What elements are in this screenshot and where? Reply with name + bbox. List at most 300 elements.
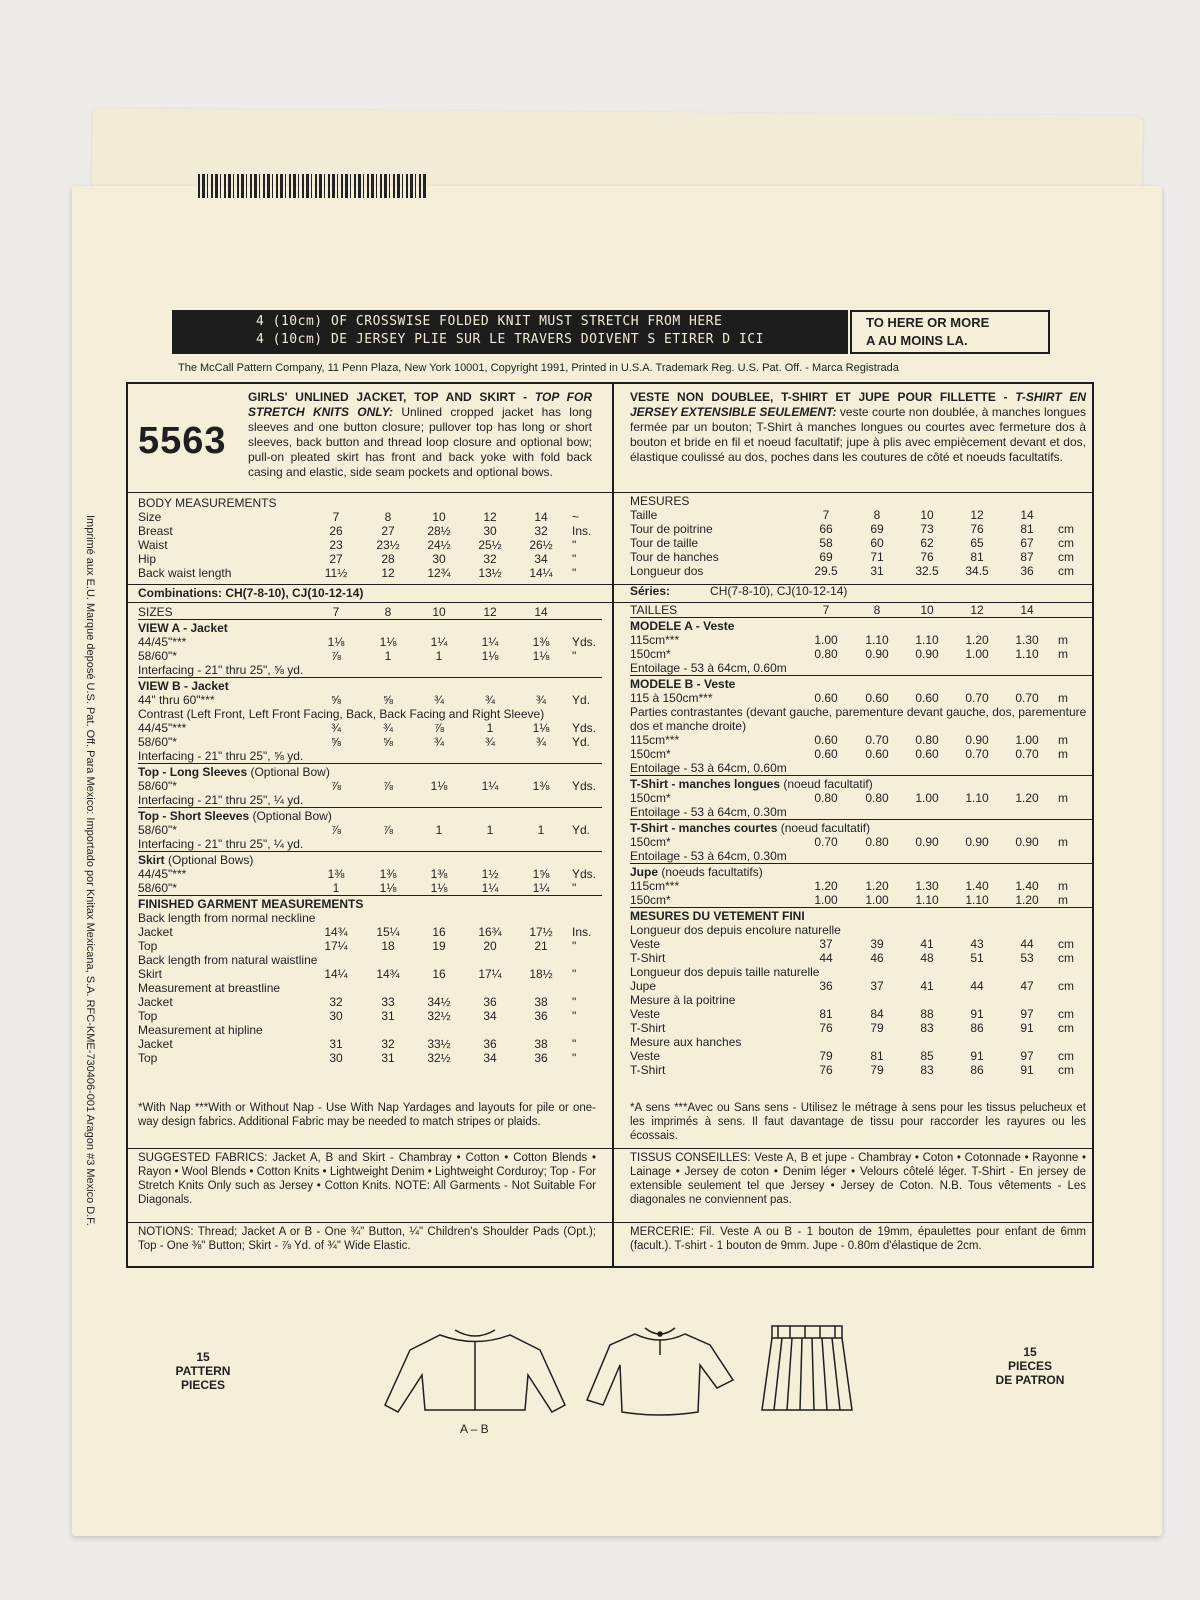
table-cell: 73 [920, 522, 934, 536]
table-row [138, 939, 602, 953]
table-row: Entoilage - 53 à 64cm, 0.30m [630, 805, 787, 819]
table-cell: 1 [384, 649, 392, 663]
table-cell: 32 [329, 995, 343, 1009]
table-cell: 14¾ [376, 967, 400, 981]
table-cell: ¾ [433, 693, 444, 707]
fr-body-title: MESURES [630, 494, 690, 508]
table-cell: Veste [630, 1049, 661, 1063]
table-row: Measurement at hipline [138, 1023, 263, 1037]
en-description [248, 390, 592, 480]
table-cell: 97 [1020, 1007, 1034, 1021]
table-row [630, 937, 1092, 951]
table-cell: Ins. [572, 524, 592, 538]
table-cell: 27 [381, 524, 395, 538]
table-row [138, 735, 602, 749]
table-cell: 0.60 [915, 691, 939, 705]
table-cell: 115cm*** [630, 633, 680, 647]
table-row: Interfacing - 21" thru 25", ⅝ yd. [138, 663, 304, 677]
table-cell: 37 [870, 979, 884, 993]
table-cell: 34 [483, 1009, 497, 1023]
top-short-title: Top - Short Sleeves (Optional Bow) [138, 809, 332, 823]
table-cell: 12 [970, 603, 984, 617]
table-cell: ⅝ [382, 693, 393, 707]
top-long-title: T-Shirt - manches longues (noeud facultatif) [630, 777, 873, 791]
table-cell: cm [1058, 1021, 1074, 1035]
table-cell: 1⅛ [532, 721, 550, 735]
table-row [138, 649, 602, 663]
table-cell: Yd. [572, 735, 591, 749]
divider [126, 492, 1094, 493]
table-cell: m [1058, 879, 1068, 893]
table-cell: 53 [1020, 951, 1034, 965]
table-cell: 34 [483, 1051, 497, 1065]
table-cell: ¾ [382, 721, 393, 735]
view-label: A – B [460, 1422, 489, 1436]
table-row [138, 552, 602, 566]
table-cell: 44 [1020, 937, 1034, 951]
top-illustration [585, 1320, 735, 1425]
en-combinations: Combinations: CH(7-8-10), CJ(10-12-14) [138, 586, 364, 600]
table-cell: ⅝ [330, 735, 341, 749]
table-cell: ⅞ [330, 779, 341, 793]
table-cell: Yd. [572, 823, 591, 837]
en-title-italic: TOP FOR STRETCH KNITS ONLY: [248, 390, 593, 419]
table-cell: 48 [920, 951, 934, 965]
en-notions: NOTIONS: Thread; Jacket A or B - One ¾" Button, ¼" Children's Shoulder Pads (Opt.); Top - One ⅜" Button; Skirt - ⅞ Yd. of ¾" Wide Elastic. [138, 1226, 596, 1252]
table-row [138, 1051, 602, 1065]
table-cell: 115cm*** [630, 879, 680, 893]
table-cell: ⅞ [382, 823, 393, 837]
table-cell: 31 [381, 1009, 395, 1023]
table-cell: 0.90 [915, 835, 939, 849]
table-cell: 8 [873, 603, 881, 617]
table-row [630, 564, 1092, 578]
table-cell: " [572, 566, 577, 580]
table-cell: 32 [534, 524, 548, 538]
table-cell: 91 [970, 1007, 984, 1021]
table-cell: 0.80 [865, 791, 889, 805]
table-row [630, 1021, 1092, 1035]
table-cell: 12 [483, 510, 497, 524]
table-cell: 150cm* [630, 647, 671, 661]
top-long-title: Top - Long Sleeves (Optional Bow) [138, 765, 330, 779]
table-cell: 44/45"*** [138, 721, 187, 735]
side-print-text: Imprimé aux E.U. Marque deposé U.S. Pat. Off. Para Mexico: Importado por Knitax Mexicana, S.A. RFC-KME-730406-001 Aragon #3 Mexico D.F. [84, 515, 96, 1226]
table-cell: cm [1058, 550, 1074, 564]
table-cell: 31 [870, 564, 884, 578]
view-a-title: MODELE A - Veste [630, 619, 735, 633]
table-cell: 1⅛ [532, 649, 550, 663]
table-cell: 28 [381, 552, 395, 566]
fr-desc-text: veste courte non doublée, à manches longues fermée par un bouton; T-Shirt à manches longues ou courtes avec fermeture dos à bouton et bride en fil et noeud facultatif; jupe à plis avec empiècement devant et dos, élastique coulissé au dos, poches dans les coutures de côté et noeuds facultatifs. [630, 405, 1086, 464]
table-cell: 31 [381, 1051, 395, 1065]
table-cell: 76 [819, 1021, 833, 1035]
table-cell: 0.60 [814, 691, 838, 705]
view-b-title: VIEW B - Jacket [138, 679, 229, 693]
table-cell: 0.60 [865, 747, 889, 761]
table-cell: 1.40 [1015, 879, 1039, 893]
table-cell: 44" thru 60"*** [138, 693, 215, 707]
table-cell: 0.60 [865, 691, 889, 705]
table-cell: Yds. [572, 779, 597, 793]
table-cell: 14¼ [529, 566, 553, 580]
table-cell: 44/45"*** [138, 635, 187, 649]
stretch-target-box [850, 310, 1050, 354]
stretch-line-en: 4 (10cm) OF CROSSWISE FOLDED KNIT MUST STRETCH FROM HERE [256, 314, 723, 329]
table-cell: Top [138, 1009, 158, 1023]
table-row [630, 979, 1092, 993]
table-cell: 1⅜ [532, 635, 550, 649]
table-cell: 81 [819, 1007, 833, 1021]
table-cell: 0.90 [965, 835, 989, 849]
table-cell: 76 [970, 522, 984, 536]
table-cell: 18½ [529, 967, 553, 981]
table-cell: Top [138, 1051, 158, 1065]
table-row [630, 879, 1092, 893]
table-row: Interfacing - 21" thru 25", ¼ yd. [138, 793, 304, 807]
en-title: GIRLS' UNLINED JACKET, TOP AND SKIRT - [248, 390, 535, 404]
table-cell: m [1058, 691, 1068, 705]
table-cell: Hip [138, 552, 157, 566]
table-row [630, 1049, 1092, 1063]
table-cell: 17¼ [324, 939, 348, 953]
table-cell: 91 [1020, 1063, 1034, 1077]
table-cell: Waist [138, 538, 168, 552]
table-cell: 46 [870, 951, 884, 965]
table-cell: Yds. [572, 721, 597, 735]
table-cell: 44/45"*** [138, 867, 187, 881]
table-cell: cm [1058, 1049, 1074, 1063]
table-cell: 13½ [478, 566, 502, 580]
en-body-title: BODY MEASUREMENTS [138, 496, 277, 510]
table-cell: 0.60 [814, 733, 838, 747]
table-cell: cm [1058, 536, 1074, 550]
table-cell: cm [1058, 1007, 1074, 1021]
table-cell: " [572, 995, 577, 1009]
table-cell: 81 [870, 1049, 884, 1063]
table-cell: 0.80 [814, 647, 838, 661]
table-row [630, 508, 1092, 522]
table-cell: 39 [870, 937, 884, 951]
fr-nap-note: *A sens ***Avec ou Sans sens - Utilisez le métrage à sens pour les tissus pelucheux et les imprimés à sens. Il faut davantage de tissu pour raccorder les rayures ou les écossais. [630, 1102, 1086, 1142]
table-cell: Longueur dos [630, 564, 704, 578]
table-cell: 16 [432, 967, 446, 981]
table-cell: cm [1058, 951, 1074, 965]
table-cell: 8 [384, 605, 392, 619]
table-cell: 14¼ [324, 967, 348, 981]
table-cell: 36 [483, 1037, 497, 1051]
table-cell: 115 à 150cm*** [630, 691, 713, 705]
table-row: Parties contrastantes (devant gauche, parementure devant gauche, dos, parementure dos et manche droite) [630, 705, 1087, 733]
table-cell: Tour de poitrine [630, 522, 713, 536]
table-cell: 7 [822, 508, 830, 522]
table-row [138, 925, 602, 939]
table-cell: 1¼ [481, 779, 499, 793]
table-cell: 0.70 [1015, 747, 1039, 761]
stretch-line-fr: 4 (10cm) DE JERSEY PLIE SUR LE TRAVERS DOIVENT S ETIRER D ICI [256, 332, 764, 347]
table-cell: m [1058, 835, 1068, 849]
sizes-row [138, 605, 602, 620]
table-cell: 0.70 [965, 691, 989, 705]
table-cell: 76 [819, 1063, 833, 1077]
table-cell: 12 [381, 566, 395, 580]
top-short-title: T-Shirt - manches courtes (noeud facultatif) [630, 821, 871, 835]
table-cell: 79 [870, 1021, 884, 1035]
fr-title-italic: T-SHIRT EN JERSEY EXTENSIBLE SEULEMENT: [630, 390, 1087, 419]
table-cell: " [572, 939, 577, 953]
en-desc-text: Unlined cropped jacket has long sleeves and one button closure; pullover top has long or short sleeves, back button and thread loop closure and optional bow; pull-on pleated skirt has front and back yoke with fold back casing and elastic, side seam pockets and optional bows. [248, 405, 592, 479]
table-row: Mesure aux hanches [630, 1035, 742, 1049]
table-row [138, 967, 602, 981]
table-row [630, 733, 1092, 747]
table-cell: Tour de taille [630, 536, 699, 550]
table-row [630, 522, 1092, 536]
table-row [630, 893, 1092, 908]
table-cell: 1.20 [1015, 893, 1039, 907]
table-cell: 19 [432, 939, 446, 953]
table-row [630, 835, 1092, 849]
table-cell: 14¾ [324, 925, 348, 939]
table-cell: 62 [920, 536, 934, 550]
table-row [138, 779, 602, 793]
table-cell: TAILLES [630, 603, 678, 617]
table-cell: Veste [630, 937, 661, 951]
pattern-pieces-en: 15 PATTERN PIECES [175, 1350, 231, 1392]
table-cell: Back waist length [138, 566, 232, 580]
table-cell: 150cm* [630, 791, 671, 805]
table-row [138, 510, 602, 524]
table-cell: Tour de hanches [630, 550, 719, 564]
en-yardage-table [138, 605, 602, 1065]
table-row [630, 791, 1092, 805]
table-cell: 14 [534, 605, 548, 619]
table-cell: 1.20 [814, 879, 838, 893]
table-cell: 28½ [427, 524, 451, 538]
table-cell: 30 [329, 1051, 343, 1065]
table-cell: 58/60"* [138, 649, 177, 663]
table-cell: 71 [870, 550, 884, 564]
table-cell: 30 [329, 1009, 343, 1023]
table-cell: 1⅛ [430, 881, 448, 895]
table-cell: 0.60 [915, 747, 939, 761]
table-cell: 1 [486, 721, 494, 735]
table-cell: Breast [138, 524, 173, 538]
table-cell: 0.80 [865, 835, 889, 849]
table-cell: 43 [970, 937, 984, 951]
table-cell: 36 [483, 995, 497, 1009]
table-cell: 11½ [324, 566, 348, 580]
table-cell: 36 [534, 1009, 548, 1023]
table-cell: 16¾ [478, 925, 502, 939]
table-cell: 58/60"* [138, 881, 177, 895]
table-cell: " [572, 881, 577, 895]
table-cell: 1.10 [1015, 647, 1039, 661]
table-cell: 97 [1020, 1049, 1034, 1063]
fr-body-table [630, 508, 1092, 578]
table-cell: 67 [1020, 536, 1034, 550]
en-body-table [138, 510, 602, 580]
divider [126, 584, 1094, 585]
fr-description [630, 390, 1086, 465]
table-cell: 32.5 [915, 564, 939, 578]
table-cell: Jacket [138, 1037, 173, 1051]
table-cell: 1.40 [965, 879, 989, 893]
table-cell: 17½ [529, 925, 553, 939]
table-cell: 1.20 [965, 633, 989, 647]
table-cell: 1.00 [814, 633, 838, 647]
table-cell: 86 [970, 1063, 984, 1077]
table-row [138, 1037, 602, 1051]
table-cell: 27 [329, 552, 343, 566]
table-cell: 69 [870, 522, 884, 536]
table-cell: 1.10 [965, 893, 989, 907]
table-cell: cm [1058, 522, 1074, 536]
table-cell: 47 [1020, 979, 1034, 993]
table-cell: 1⅜ [532, 779, 550, 793]
table-cell: ¾ [330, 721, 341, 735]
table-cell: 12 [970, 508, 984, 522]
pattern-pieces-fr: 15 PIECES DE PATRON [995, 1345, 1065, 1387]
table-cell: cm [1058, 1063, 1074, 1077]
skirt-title: Jupe (noeuds facultatifs) [630, 865, 763, 879]
table-row [138, 538, 602, 552]
table-cell: 150cm* [630, 893, 671, 907]
table-cell: 18 [381, 939, 395, 953]
table-cell: 1.20 [865, 879, 889, 893]
table-cell: 51 [970, 951, 984, 965]
table-cell: 1¼ [481, 881, 499, 895]
table-cell: 58 [819, 536, 833, 550]
table-cell: 0.60 [814, 747, 838, 761]
table-cell: 21 [534, 939, 548, 953]
table-cell: 0.90 [915, 647, 939, 661]
table-cell: 81 [970, 550, 984, 564]
fr-title: VESTE NON DOUBLEE, T-SHIRT ET JUPE POUR FILLETTE - [630, 390, 1016, 404]
fr-notions: MERCERIE: Fil. Veste A ou B - 1 bouton de 19mm, épaulettes pour enfant de 6mm (facult.). T-shirt - 1 bouton de 9mm. Jupe - 0.80m d'élastique de 2cm. [630, 1226, 1086, 1252]
table-cell: 86 [970, 1021, 984, 1035]
table-cell: 76 [920, 550, 934, 564]
table-cell: 33 [381, 995, 395, 1009]
table-cell: SIZES [138, 605, 173, 619]
table-cell: 83 [920, 1063, 934, 1077]
table-cell: 1½ [481, 867, 499, 881]
table-cell: ⅞ [382, 779, 393, 793]
table-cell: 58/60"* [138, 823, 177, 837]
table-row: Longueur dos depuis encolure naturelle [630, 923, 841, 937]
table-row [138, 524, 602, 538]
barcode [198, 174, 428, 198]
table-cell: 36 [1020, 564, 1034, 578]
stretch-gauge-bar [172, 310, 848, 354]
table-cell: 1 [486, 823, 494, 837]
table-cell: 23½ [376, 538, 400, 552]
table-cell: 0.80 [915, 733, 939, 747]
table-cell: 1 [332, 881, 340, 895]
table-row [138, 635, 602, 649]
table-cell: 7 [332, 510, 340, 524]
table-cell: 41 [920, 979, 934, 993]
table-cell: " [572, 1051, 577, 1065]
table-row [630, 633, 1092, 647]
table-cell: 1¼ [532, 881, 550, 895]
table-cell: 8 [384, 510, 392, 524]
table-cell: 150cm* [630, 835, 671, 849]
table-cell: 25½ [478, 538, 502, 552]
table-row: Interfacing - 21" thru 25", ¼ yd. [138, 837, 304, 851]
table-cell: ~ [572, 510, 580, 524]
table-row [630, 747, 1092, 761]
table-row: Longueur dos depuis taille naturelle [630, 965, 820, 979]
table-cell: ⅞ [330, 649, 341, 663]
table-cell: 81 [1020, 522, 1034, 536]
table-cell: 58/60"* [138, 779, 177, 793]
table-cell: 14 [1020, 508, 1034, 522]
table-cell: 1.10 [965, 791, 989, 805]
table-cell: 1⅛ [327, 635, 345, 649]
table-cell: 26½ [529, 538, 553, 552]
table-row [630, 691, 1092, 705]
table-cell: ¾ [535, 735, 546, 749]
table-cell: 30 [483, 524, 497, 538]
table-row [630, 951, 1092, 965]
table-cell: 32½ [427, 1009, 451, 1023]
table-cell: 10 [432, 510, 446, 524]
pattern-number: 5563 [138, 420, 227, 462]
table-cell: Skirt [138, 967, 162, 981]
table-cell: cm [1058, 979, 1074, 993]
table-cell: 32 [483, 552, 497, 566]
table-row: Entoilage - 53 à 64cm, 0.30m [630, 849, 787, 863]
table-cell: 1⅛ [379, 881, 397, 895]
table-cell: m [1058, 893, 1068, 907]
table-cell: 0.70 [814, 835, 838, 849]
table-row [630, 1007, 1092, 1021]
table-cell: 33½ [427, 1037, 451, 1051]
table-row [138, 721, 602, 735]
table-cell: 0.90 [865, 647, 889, 661]
table-cell: ¾ [484, 735, 495, 749]
table-cell: 88 [920, 1007, 934, 1021]
table-row: Back length from natural waistline [138, 953, 318, 967]
table-cell: 7 [332, 605, 340, 619]
table-cell: 1 [537, 823, 545, 837]
table-cell: m [1058, 791, 1068, 805]
table-cell: 1⅛ [379, 635, 397, 649]
table-row [138, 823, 602, 837]
table-cell: 30 [432, 552, 446, 566]
table-cell: " [572, 552, 577, 566]
table-cell: 36 [819, 979, 833, 993]
table-cell: 1¼ [481, 635, 499, 649]
skirt-title: Skirt (Optional Bows) [138, 853, 254, 867]
finished-title: MESURES DU VETEMENT FINI [630, 909, 805, 923]
table-cell: 37 [819, 937, 833, 951]
skirt-illustration [760, 1318, 855, 1418]
table-cell: 7 [822, 603, 830, 617]
table-cell: 87 [1020, 550, 1034, 564]
table-cell: m [1058, 747, 1068, 761]
table-cell [566, 605, 602, 620]
table-cell: 10 [432, 605, 446, 619]
table-cell: 1.00 [814, 893, 838, 907]
table-cell [1052, 508, 1092, 522]
table-cell: ⅝ [382, 735, 393, 749]
jacket-illustration [380, 1320, 570, 1420]
table-row [138, 867, 602, 881]
table-cell: 44 [970, 979, 984, 993]
table-cell: 34½ [427, 995, 451, 1009]
table-cell: 1.20 [1015, 791, 1039, 805]
